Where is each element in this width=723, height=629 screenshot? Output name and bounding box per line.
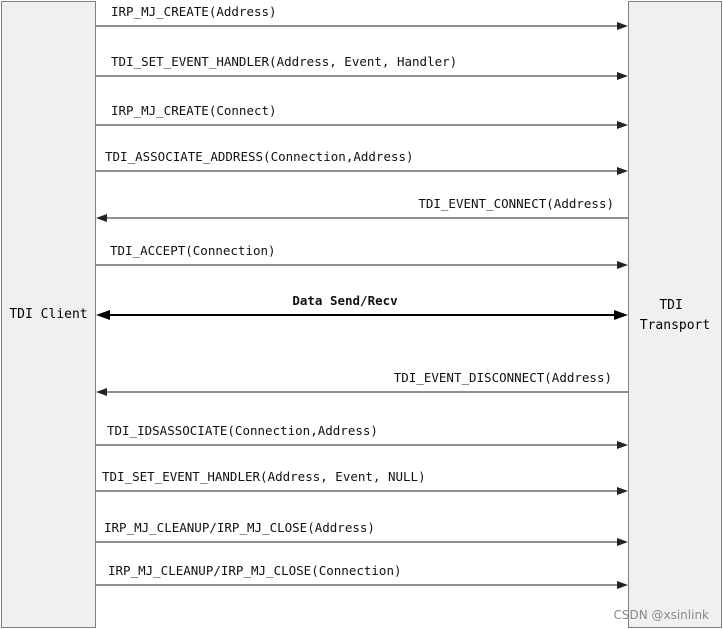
arrowhead-left-icon bbox=[96, 388, 107, 396]
message-label: IRP_MJ_CLEANUP/IRP_MJ_CLOSE(Connection) bbox=[108, 563, 402, 578]
message-label: IRP_MJ_CREATE(Address) bbox=[111, 4, 277, 19]
message-label: TDI_ACCEPT(Connection) bbox=[110, 243, 276, 258]
arrowhead-right-icon bbox=[617, 538, 628, 546]
watermark-text: CSDN @xsinlink bbox=[613, 608, 709, 622]
message-label: TDI_SET_EVENT_HANDLER(Address, Event, Handler) bbox=[111, 54, 458, 69]
arrowhead-right-icon bbox=[617, 167, 628, 175]
message-2 bbox=[96, 54, 628, 80]
message-label: TDI_IDSASSOCIATE(Connection,Address) bbox=[107, 423, 378, 438]
arrowhead-right-icon bbox=[617, 581, 628, 589]
message-3 bbox=[96, 103, 628, 129]
arrowhead-right-icon bbox=[617, 22, 628, 30]
message-8 bbox=[96, 370, 628, 396]
message-4 bbox=[96, 149, 628, 175]
arrowhead-right-icon bbox=[617, 121, 628, 129]
message-5 bbox=[96, 196, 628, 222]
arrowhead-right-icon bbox=[614, 310, 628, 320]
message-label: TDI_EVENT_CONNECT(Address) bbox=[418, 196, 614, 211]
message-label: TDI_SET_EVENT_HANDLER(Address, Event, NULL) bbox=[102, 469, 426, 484]
arrowhead-left-icon bbox=[96, 310, 110, 320]
message-arrows bbox=[96, 4, 628, 589]
tdi-transport-box bbox=[629, 2, 722, 628]
tdi-client-box bbox=[2, 2, 96, 628]
message-label: IRP_MJ_CLEANUP/IRP_MJ_CLOSE(Address) bbox=[104, 520, 375, 535]
message-label: TDI_EVENT_DISCONNECT(Address) bbox=[393, 370, 612, 385]
message-label: IRP_MJ_CREATE(Connect) bbox=[111, 103, 277, 118]
tdi-client-label: TDI Client bbox=[9, 307, 88, 322]
arrowhead-left-icon bbox=[96, 214, 107, 222]
message-9 bbox=[96, 423, 628, 449]
arrowhead-right-icon bbox=[617, 487, 628, 495]
message-11 bbox=[96, 520, 628, 546]
message-6 bbox=[96, 243, 628, 269]
arrowhead-right-icon bbox=[617, 261, 628, 269]
message-label: TDI_ASSOCIATE_ADDRESS(Connection,Address) bbox=[105, 149, 414, 164]
arrowhead-right-icon bbox=[617, 72, 628, 80]
message-7 bbox=[96, 293, 628, 320]
message-12 bbox=[96, 563, 628, 589]
message-label: Data Send/Recv bbox=[292, 293, 398, 308]
tdi-transport-label: TDI Transport bbox=[639, 298, 711, 333]
arrowhead-right-icon bbox=[617, 441, 628, 449]
message-10 bbox=[96, 469, 628, 495]
message-1 bbox=[96, 4, 628, 30]
